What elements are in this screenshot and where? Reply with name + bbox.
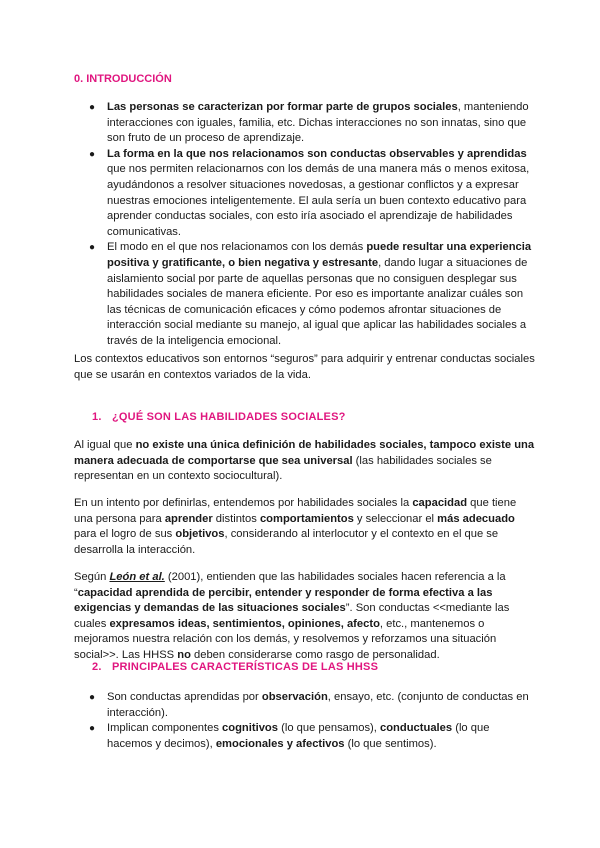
citation-author: León et al. <box>109 571 165 583</box>
section2-heading <box>92 660 378 676</box>
section2-number: 2. <box>92 661 102 673</box>
section1-title: ¿QUÉ SON LAS HABILIDADES SOCIALES? <box>112 411 346 423</box>
list-item: ● Son conductas aprendidas por observación, ensayo, etc. (conjunto de conductas en interacción). <box>89 691 529 719</box>
section1-paragraph-2: En un intento por definirlas, entendemos por habilidades sociales la capacidad que tiene una persona para aprender distintos comportamientos y seleccionar el más adecuado para el logro de sus objetivos, considerando al interlocutor y el contexto en el que se desarrolla la interacción. <box>74 497 517 556</box>
section1-heading <box>92 410 346 426</box>
list-item: ● Implican componentes cognitivos (lo que pensamos), conductuales (lo que hacemos y decimos), emocionales y afectivos (lo que sentimos). <box>89 722 490 750</box>
intro-heading: 0. INTRODUCCIÓN <box>74 73 172 85</box>
bullet-icon: ● <box>89 242 96 254</box>
section1-paragraph-3: Según León et al. (2001), entienden que las habilidades sociales hacen referencia a la “capacidad aprendida de percibir, entender y responder de forma efectiva a las exigencias y demandas de las situaciones sociales”. Son conductas <<mediante las cuales expresamos ideas, sentimientos, opiniones, afecto, etc., mantenemos o mejoramos nuestra relación con los demás, y resolvemos y reforzamos una situación social>>. Las HHSS no deben considerarse como rasgo de personalidad. <box>74 571 510 661</box>
bullet-icon: ● <box>89 102 96 113</box>
section2-bullet-list <box>86 690 536 752</box>
list-item: ● Las personas se caracterizan por formar parte de grupos sociales, manteniendo interacciones con iguales, familia, etc. Dichas interacciones no son innatas, sino que son fruto de un proceso de aprendizaje. <box>89 101 529 145</box>
section1-number: 1. <box>92 411 102 423</box>
bullet-icon: ● <box>89 148 96 160</box>
intro-bullet-list <box>86 100 536 350</box>
bullet-icon: ● <box>89 723 96 735</box>
list-item: ● El modo en el que nos relacionamos con los demás puede resultar una experiencia positiva y gratificante, o bien negativa y estresante, dando lugar a situaciones de aislamiento social por parte de aquellas personas que no consiguen desplegar sus habilidades sociales de manera eficiente. Por eso es importante analizar cuáles son las técnicas de comunicación eficaces y cómo podemos afrontar situaciones de interacción social mediante su manejo, al igual que aplicar las habilidades sociales a través de la inteligencia emocional. <box>89 241 532 347</box>
list-item: ● La forma en la que nos relacionamos son conductas observables y aprendidas que nos permiten relacionarnos con los demás de una manera más o menos exitosa, ayudándonos a resolver situaciones novedosas, a gestionar conflictos y a expresar nuestras emociones inteligentemente. El aula sería un buen contexto educativo para aprender conductas sociales, con esto iría asociado el aprendizaje de habilidades comunicativas. <box>89 147 530 238</box>
bullet-icon: ● <box>89 692 96 703</box>
intro-closing: Los contextos educativos son entornos “seguros” para adquirir y entrenar conductas sociales que se usarán en contextos variados de la vida. <box>74 353 535 381</box>
section2-title: PRINCIPALES CARACTERÍSTICAS DE LAS HHSS <box>112 661 379 673</box>
section1-paragraph-1: Al igual que no existe una única definición de habilidades sociales, tampoco existe una manera adecuada de comportarse que sea universal (las habilidades sociales se representan en un contexto sociocultural). <box>74 439 535 483</box>
